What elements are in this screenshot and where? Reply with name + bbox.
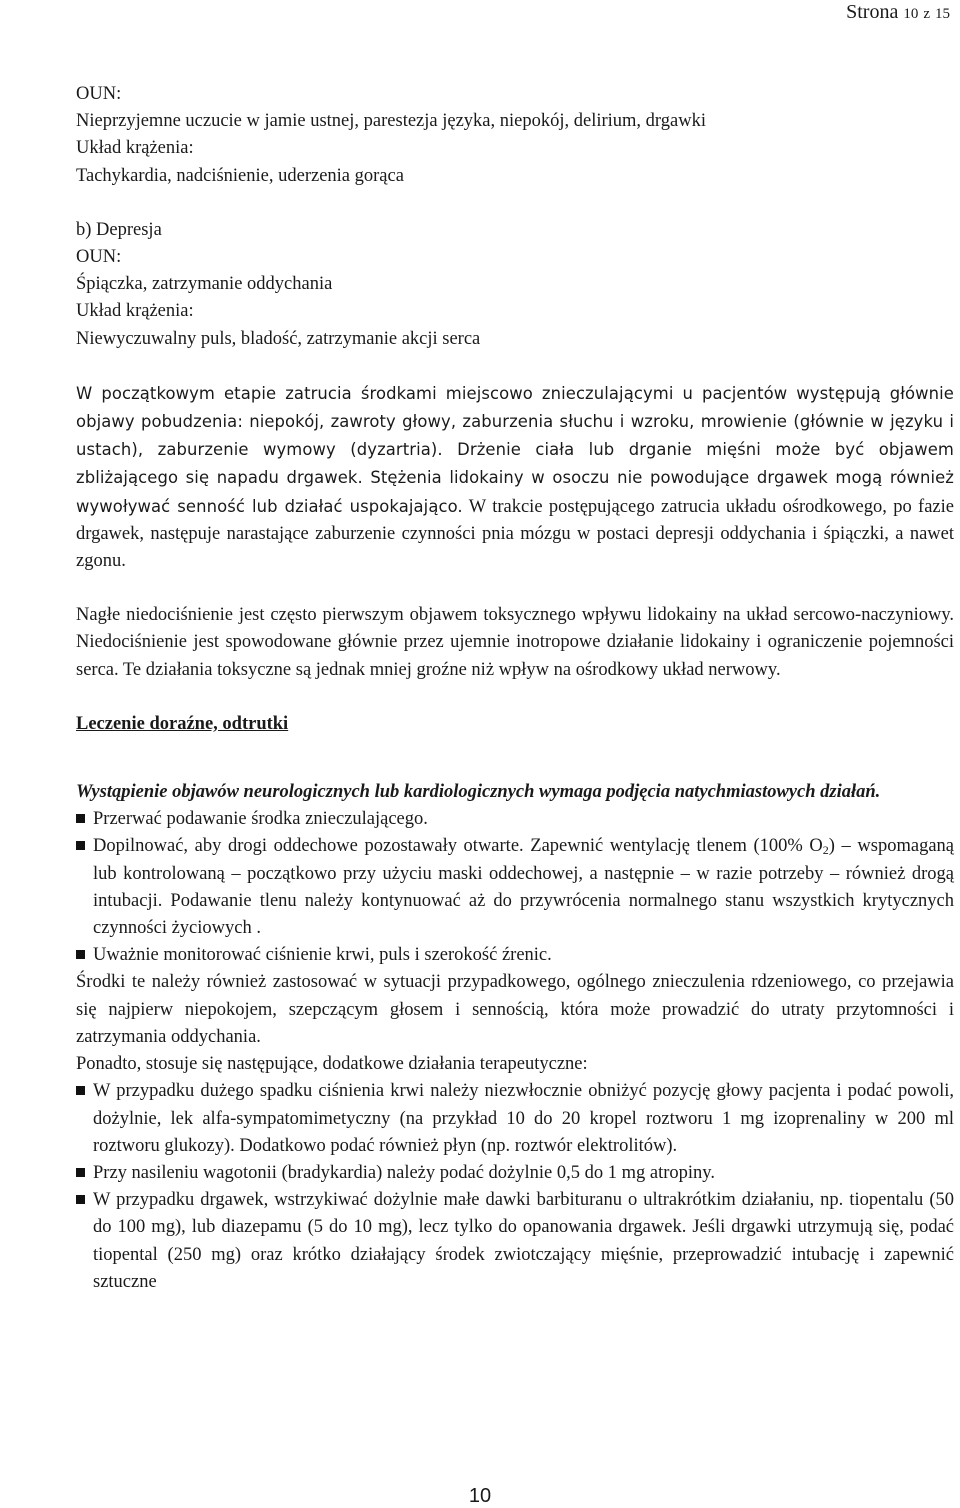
header-of-label: z: [923, 6, 930, 22]
square-bullet-icon: [76, 1195, 85, 1204]
list-item: [76, 806, 954, 833]
paragraph-spinal-anesthesia: Środki te należy również zastosować w sytuacji przypadkowego, ogólnego znieczulenia rdzeniowego, co przejawia się najpierw niepokojem, szepczącym głosem i sennością, która może prowadzić do utraty przytomności i zatrzymania oddychania.: [76, 972, 954, 1047]
section-a: [76, 81, 954, 190]
list-item-text: Przerwać podawanie środka znieczulającego.: [93, 809, 428, 830]
list-item: [76, 1187, 954, 1296]
square-bullet-icon: [76, 950, 85, 959]
list-item-text-continued: ) – wspomaganą lub kontrolowaną – początkowo przy użyciu maski oddechowej, a następnie – w razie potrzeby – również drogą intubacji. Podawanie tlenu należy kontynuować aż do przywrócenia normalnego stanu wszystkich krytycznych czynności życiowych .: [93, 836, 954, 939]
section-b-oun-label: OUN:: [76, 247, 122, 268]
square-bullet-icon: [76, 1086, 85, 1095]
list-item: [76, 833, 954, 942]
section-a-oun-label: OUN:: [76, 84, 122, 104]
bullet-list-immediate: [76, 806, 954, 969]
section-b-oun-text: Śpiączka, zatrzymanie oddychania: [76, 274, 333, 295]
page-header: [846, 0, 950, 26]
section-b-krazenie-text: Niewyczuwalny puls, bladość, zatrzymanie akcji serca: [76, 328, 481, 349]
list-item: [76, 1078, 954, 1160]
spacer: [76, 684, 954, 711]
section-heading: Leczenie doraźne, odtrutki: [76, 713, 289, 734]
header-total-pages: 15: [935, 6, 950, 22]
header-current-page: 10: [903, 6, 919, 22]
paragraph-early-symptoms-sans: W początkowym etapie zatrucia środkami miejscowo znieczulającymi u pacjentów występują głównie objawy pobudzenia: niepokój, zawroty głowy, zaburzenia słuchu i wzroku, mrowienie (głównie w języku i ustach), zaburzenie wymowy (dyzartria). Drżenie ciała lub drganie mięśni może być objawem zbliżającego się napadu drgawek. Stężenia lidokainy w osoczu nie powodujące drgawek mogą również wywoływać senność lub działać uspokajająco.: [76, 383, 954, 516]
list-item-text: Uważnie monitorować ciśnienie krwi, puls i szerokość źrenic.: [93, 945, 552, 966]
header-strona-label: Strona: [846, 1, 899, 23]
section-a-krazenie-text: Tachykardia, nadciśnienie, uderzenia gorąca: [76, 165, 404, 186]
section-a-oun-text: Nieprzyjemne uczucie w jamie ustnej, parestezja języka, niepokój, delirium, drgawki: [76, 111, 706, 132]
spacer: [76, 353, 954, 380]
paragraph-early-symptoms-serif: W trakcie postępującego zatrucia układu ośrodkowego, po fazie drgawek, następuje narastające zaburzenie czynności pnia mózgu w postaci depresji oddychania i śpiączki, a nawet zgonu.: [76, 496, 954, 572]
spacer: [76, 738, 954, 765]
emphasis-statement: Wystąpienie objawów neurologicznych lub kardiologicznych wymaga podjęcia natychmiastowych działań.: [76, 782, 881, 803]
spacer: [76, 575, 954, 602]
section-a-krazenie-label: Układ krążenia:: [76, 138, 194, 159]
square-bullet-icon: [76, 1168, 85, 1177]
oxygen-subscript: 2: [822, 843, 829, 858]
list-item-text: W przypadku drgawek, wstrzykiwać dożylnie małe dawki barbituranu o ultrakrótkim działaniu, np. tiopentalu (50 do 100 mg), lub diazepamu (5 do 10 mg), lecz tylko do opanowania drgawek. Jeśli drgawki utrzymują się, podać tiopental (250 mg) oraz krótko działający środek zwiotczający mięśnie, przeprowadzić intubację i zapewnić sztuczne: [93, 1190, 954, 1292]
list-item: [76, 1160, 954, 1187]
square-bullet-icon: [76, 841, 85, 850]
spacer: [76, 190, 954, 217]
section-b: [76, 217, 954, 353]
section-b-krazenie-label: Układ krążenia:: [76, 301, 194, 322]
list-item-text: Dopilnować, aby drogi oddechowe pozostawały otwarte. Zapewnić wentylację tlenem (100% O: [93, 836, 823, 857]
paragraph-additional-actions: Ponadto, stosuje się następujące, dodatkowe działania terapeutyczne:: [76, 1054, 588, 1075]
list-item-text: Przy nasileniu wagotonii (bradykardia) należy podać dożylnie 0,5 do 1 mg atropiny.: [93, 1162, 715, 1183]
bullet-list-additional: [76, 1078, 954, 1296]
paragraph-hypotension: Nagłe niedociśnienie jest często pierwszym objawem toksycznego wpływu lidokainy na układ sercowo-naczyniowy. Niedociśnienie jest spowodowane głównie przez ujemnie inotropowe działanie lidokainy i ograniczenie pojemności serca. Te działania toksyczne są jednak mniej groźne niż wpływ na ośrodkowy układ nerwowy.: [76, 605, 954, 680]
list-item-text: W przypadku dużego spadku ciśnienia krwi należy niezwłocznie obniżyć pozycję głowy pacjenta i podać powoli, dożylnie, lek alfa-sympatomimetyczny (na przykład 10 do 20 kropel roztworu 1 mg izoprenaliny w 200 ml roztworu glukozy). Dodatkowo podać również płyn (np. roztwór elektrolitów).: [93, 1081, 954, 1156]
list-item: [76, 942, 954, 969]
document-body: [76, 81, 954, 1296]
page-number: 10: [468, 1485, 492, 1507]
section-b-title: b) Depresja: [76, 219, 162, 240]
square-bullet-icon: [76, 814, 85, 823]
paragraph-early-symptoms: [76, 380, 954, 575]
